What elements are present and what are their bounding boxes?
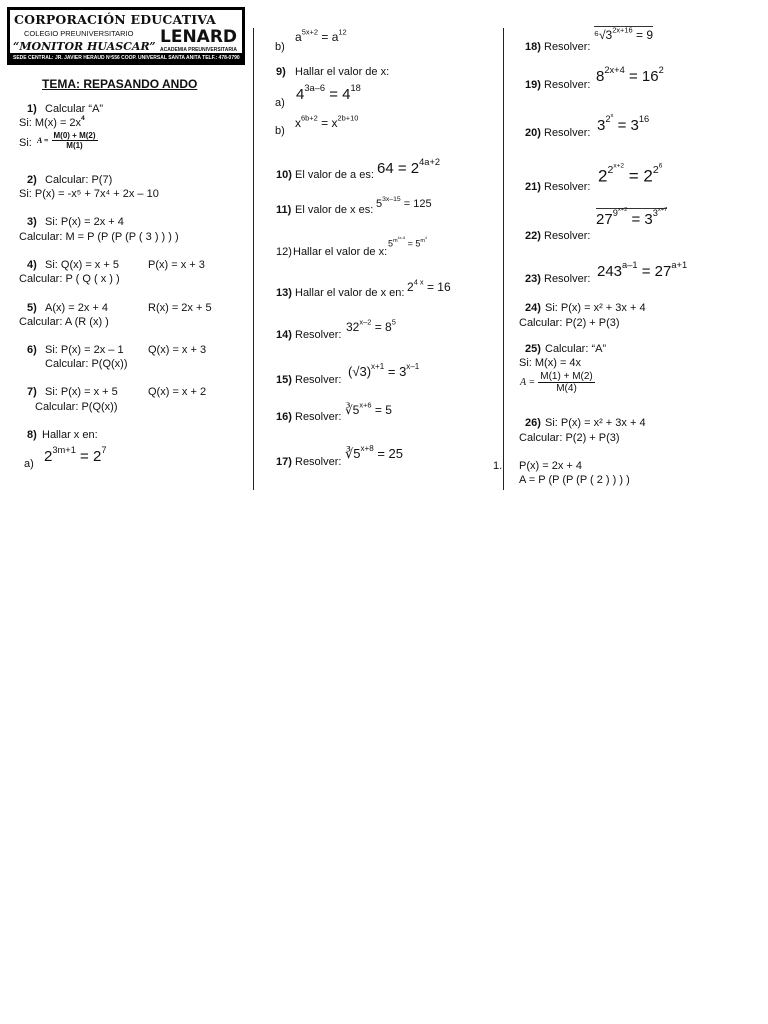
problem-5-text: A(x) = 2x + 4 [45,302,108,314]
problem-12-equation: $5^{m^{4x-8}} = 5^{m^4}$ [388,236,427,249]
problem-13-equation: $2^{4 x} = 16$ [407,277,451,294]
problem-24-text: Si: P(x) = x² + 3x + 4 [545,302,646,314]
problem-3-text: Si: P(x) = 2x + 4 [45,216,124,228]
problem-4-right: P(x) = x + 3 [148,259,205,271]
problem-1-number: 1) [27,103,37,115]
problem-5-calc: Calcular: A (R (x) ) [19,316,109,328]
problem-16-equation: $∛5^{x+6} = 5$ [345,400,392,417]
problem-21-number: 21) [525,181,541,193]
problem-26-text: Si: P(x) = x² + 3x + 4 [545,417,646,429]
problem-20-text: Resolver: [544,127,591,139]
problem-25-text: Calcular: “A” [545,343,607,355]
problem-4-calc: Calcular: P ( Q ( x ) ) [19,273,120,285]
problem-8-b-equation: $a^{5x+2} = a^{12}$ [295,27,347,44]
problem-14-text: Resolver: [295,329,342,341]
problem-13-number: 13) [276,287,292,299]
problem-9-b-equation: $x^{6b+2} = x^{2b+10}$ [295,113,359,130]
column-divider-1 [253,28,254,490]
problem-6-number: 6) [27,344,37,356]
problem-17-equation: $∛5^{x+8} = 25$ [345,444,404,461]
problem-5-number: 5) [27,302,37,314]
problem-14-equation: $32^{x-2} = 8^5$ [346,317,396,334]
problem-8-number: 8) [27,429,37,441]
problem-4-text: Si: Q(x) = x + 5 [45,259,119,271]
problem-27-number: 1. [493,460,503,472]
problem-9-number: 9) [276,66,286,78]
problem-24-calc: Calcular: P(2) + P(3) [519,317,620,329]
problem-23-equation: $243^{a-1} = 27^{a+1}$ [597,260,688,280]
column-divider-2 [503,28,504,490]
problem-4-number: 4) [27,259,37,271]
problem-25-formula: A = $\frac{M(1) + M(2)}{M(4)}$ [520,371,593,394]
problem-20-number: 20) [525,127,541,139]
problem-7-number: 7) [27,386,37,398]
problem-23-text: Resolver: [544,273,591,285]
problem-2-text: Calcular: P(7) [45,174,113,186]
problem-3-calc: Calcular: M = P (P (P (P ( 3 ) ) ) ) [19,231,179,243]
problem-1-formula: A = $\frac{M(0) + M(2)}{M(1)}$ [37,131,96,150]
problem-17-number: 17) [276,456,292,468]
problem-6-text: Si: P(x) = 2x – 1 [45,344,124,356]
problem-9-text: Hallar el valor de x: [295,66,390,78]
problem-6-right: Q(x) = x + 3 [148,344,207,356]
problem-27-text: P(x) = 2x + 4 [519,460,582,472]
header-address-bar [10,53,242,62]
problem-13-text: Hallar el valor de x en: [295,287,405,299]
problem-21-equation: $2^{2^{x+2}} = 2^{2^6}$ [598,162,663,186]
problem-8-b-label: b) [275,41,285,53]
problem-5-right: R(x) = 2x + 5 [148,302,212,314]
header-school: “MONITOR HUASCAR” [13,40,156,53]
worksheet-topic: TEMA: REPASANDO ANDO [42,77,198,91]
problem-9-a-label: a) [275,97,285,109]
problem-9-b-label: b) [275,125,285,137]
institution-header [7,7,245,65]
header-title: CORPORACIÓN EDUCATIVA [14,12,217,27]
problem-19-equation: $8^{2x+4} = 16^2$ [596,65,664,85]
problem-24-number: 24) [525,302,541,314]
problem-6-calc: Calcular: P(Q(x)) [45,358,128,370]
problem-15-text: Resolver: [295,374,342,386]
problem-18-number: 18) [525,41,541,53]
problem-16-number: 16) [276,411,292,423]
problem-25-condition: Si: M(x) = 4x [519,357,582,369]
problem-14-number: 14) [276,329,292,341]
problem-11-text: El valor de x es: [295,204,374,216]
problem-10-equation: $64 = 2^{4a+2}$ [377,157,441,177]
problem-22-text: Resolver: [544,230,591,242]
problem-10-number: 10) [276,169,292,181]
problem-21-text: Resolver: [544,181,591,193]
problem-15-number: 15) [276,374,292,386]
problem-2-number: 2) [27,174,37,186]
problem-7-text: Si: P(x) = x + 5 [45,386,118,398]
problem-8-a-label: a) [24,458,34,470]
problem-1-formula-label: Si: [19,137,32,149]
problem-18-text: Resolver: [544,41,591,53]
header-subtitle: COLEGIO PREUNIVERSITARIO [24,29,134,38]
problem-23-number: 23) [525,273,541,285]
header-brand: LENARD [160,27,238,47]
problem-16-text: Resolver: [295,411,342,423]
problem-7-right: Q(x) = x + 2 [148,386,207,398]
problem-26-calc: Calcular: P(2) + P(3) [519,432,620,444]
problem-18-equation: $^6√3^{2x+16} = 9$ [594,25,654,42]
problem-12-text: Hallar el valor de x: [293,246,388,258]
problem-10-text: El valor de a es: [295,169,374,181]
header-address: SEDE CENTRAL: JR. JAVIER HERAUD Nº556 COOP. UNIVERSAL SANTA ANITA TELF.: 478-0790 [13,55,240,61]
problem-11-number: 11) [276,204,292,216]
header-academy: ACADEMIA PREUNIVERSITARIA [160,47,237,53]
problem-11-equation: $5^{3x-15} = 125$ [376,196,432,210]
problem-8-a-equation: $2^{3m+1} = 2^7$ [44,445,107,465]
problem-1-condition: Si: $M(x) = 2x^4$ [19,115,85,129]
problem-27-calc: A = P (P (P (P ( 2 ) ) ) ) [519,474,630,486]
problem-22-equation: $27^{9^{x+2}} = 3^{3^{x+7}}$ [596,207,668,228]
problem-9-a-equation: $4^{3a-6} = 4^{18}$ [296,83,361,103]
problem-1-text: Calcular “A” [45,103,104,115]
problem-2-condition: Si: P(x) = -x⁵ + 7x⁴ + 2x – 10 [19,188,159,200]
problem-26-number: 26) [525,417,541,429]
problem-7-calc: Calcular: P(Q(x)) [35,401,118,413]
problem-17-text: Resolver: [295,456,342,468]
problem-12-number: 12) [276,246,292,258]
problem-15-equation: $(√3)^{x+1} = 3^{x-1}$ [348,362,420,379]
problem-8-text: Hallar x en: [42,429,98,441]
problem-25-number: 25) [525,343,541,355]
problem-20-equation: $3^{2^x} = 3^{16}$ [597,113,650,134]
problem-22-number: 22) [525,230,541,242]
problem-3-number: 3) [27,216,37,228]
problem-19-text: Resolver: [544,79,591,91]
problem-19-number: 19) [525,79,541,91]
